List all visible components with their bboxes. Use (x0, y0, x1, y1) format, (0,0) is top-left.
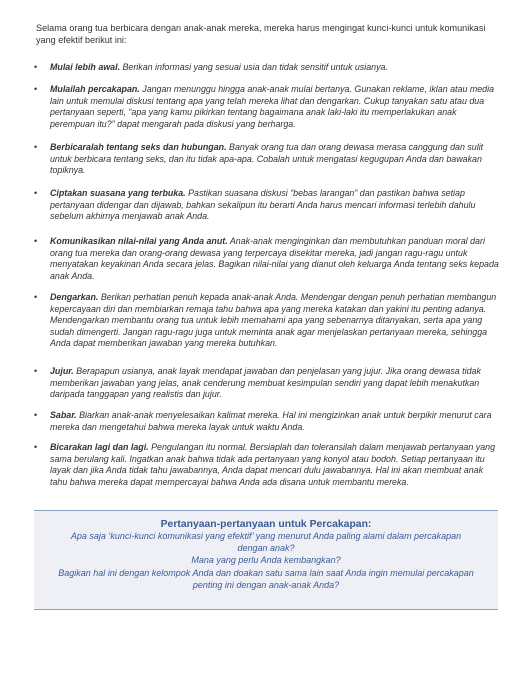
bullet-text: Berikan informasi yang sesuai usia dan tidak sensitif untuk usianya. (122, 62, 388, 72)
bullet-item (34, 442, 500, 488)
bullet-heading: Mulailah percakapan. (50, 84, 140, 94)
box-line: Mana yang perlu Anda kembangkan? (191, 555, 341, 566)
bullet-text: Pengulangan itu normal. Bersiaplah dan toleransilah dalam menjawab pertanyaan yang sama berulang kali. Ingatkan anak bahwa tidak ada pertanyaan yang konyol atau bodoh. Setiap pertanyaan itu layak dan jika Anda tidak tahu jawabannya, Anda dapat mencari dulu jawabannya. Hal ini akan membuat anak tahu bahwa mereka dapat mempercayai bahwa Anda ada disana untuk membantu mereka. (50, 442, 496, 487)
box-line: penting ini dengan anak-anak Anda? (192, 579, 340, 590)
bullet-heading: Dengarkan. (50, 292, 99, 302)
bullet-text: Pastikan suasana diskusi “bebas larangan” dan pastikan bahwa setiap pertanyaan didengar dan dijawab, bahkan sekalipun itu berarti Anda harus mencari informasi terlebih dahulu sebelum akhirnya menjawab anak Anda. (50, 188, 476, 222)
bullet-text: Anak-anak menginginkan dan membutuhkan panduan moral dari orang tua mereka dan orang-orang dewasa yang terpercaya disekitar mereka, jadi jangan ragu-ragu untuk menyatakan keyakinan Anda secara jelas. Bagikan nilai-nilai yang dianut oleh keluarga Anda tentang seks kepada anak Anda. (50, 236, 499, 281)
intro-paragraph: Selama orang tua berbicara dengan anak-anak mereka, mereka harus mengingat kunci-kunci untuk komunikasi yang efektif berikut ini: (36, 23, 486, 46)
bullet-symbol: • (34, 84, 38, 94)
bullet-heading: Jujur. (50, 366, 74, 376)
bullet-heading: Bicarakan lagi dan lagi. (50, 442, 149, 452)
bullet-item (34, 142, 500, 177)
bullet-item (34, 84, 500, 130)
box-line: Bagikan hal ini dengan kelompok Anda dan doakan satu sama lain saat Anda ingin memulai percakapan (58, 567, 474, 578)
bullet-symbol: • (34, 410, 38, 420)
bullet-text: Berikan perhatian penuh kepada anak-anak Anda. Mendengar dengan penuh perhatian membangun kepercayaan diri dan membiarkan remaja tahu bahwa apa yang mereka katakan dan yakini itu penting adanya. Mendengarkan membantu orang tua untuk lebih memahami apa yang sebenarnya ditanyakan, serta apa yang sudah dimengerti. Jangan ragu-ragu juga untuk meminta anak agar menjelaskan pertanyaan mereka, sehingga Anda dapat memberikan jawaban yang mereka butuhkan. (50, 292, 497, 349)
bullet-item (34, 62, 500, 74)
bullet-heading: Komunikasikan nilai-nilai yang Anda anut. (50, 236, 228, 246)
bullet-heading: Mulai lebih awal. (50, 62, 121, 72)
bullet-text: Jangan menunggu hingga anak-anak mulai bertanya. Gunakan reklame, iklan atau media lain untuk memulai diskusi tentang apa yang telah mereka lihat dan dengarkan. Cukup tanyakan satu atau dua pertanyaan seperti, “apa yang kamu pikirkan tentang bagaimana anak laki-laki itu memperlakukan anak perempuan itu?” dapat mengarah pada diskusi yang berharga. (50, 84, 495, 129)
bullet-item (34, 410, 500, 433)
bullet-item (34, 292, 500, 350)
box-line: Apa saja ‘kunci-kunci komunikasi yang efektif’ yang menurut Anda paling alami dalam percakapan (70, 531, 462, 541)
bullet-symbol: • (34, 236, 38, 246)
bullet-heading: Sabar. (50, 410, 77, 420)
box-line: dengan anak? (237, 543, 295, 554)
discussion-questions-box (34, 510, 498, 610)
bullet-text: Biarkan anak-anak menyelesaikan kalimat mereka. Hal ini mengizinkan anak untuk berpikir menurut cara mereka dan mengetahui bahwa mereka layak untuk waktu Anda. (50, 410, 492, 432)
bullet-symbol: • (34, 442, 38, 452)
bullet-item (34, 236, 500, 282)
box-title: Pertanyaan-pertanyaan untuk Percakapan: (160, 519, 372, 530)
bullet-text: Banyak orang tua dan orang dewasa merasa canggung dan sulit untuk berbicara tentang seks, dan itu tidak apa-apa. Cobalah untuk mengatasi kegugupan Anda dan bawakan topiknya. (50, 142, 484, 176)
bullet-item (34, 188, 500, 223)
bullet-symbol: • (34, 62, 38, 72)
bullet-symbol: • (34, 292, 38, 302)
bullet-item (34, 366, 500, 401)
bullet-heading: Berbicaralah tentang seks dan hubungan. (50, 142, 227, 152)
bullet-symbol: • (34, 188, 38, 198)
bullet-symbol: • (34, 142, 38, 152)
bullet-text: Berapapun usianya, anak layak mendapat jawaban dan penjelasan yang jujur. Jika orang dewasa tidak memberikan jawaban yang jelas, anak cenderung membuat kesimpulan sendiri yang dapat lebih menakutkan daripada tanggapan yang realistis dan jujur. (50, 366, 481, 400)
bullet-symbol: • (34, 366, 38, 376)
bullet-heading: Ciptakan suasana yang terbuka. (50, 188, 186, 198)
